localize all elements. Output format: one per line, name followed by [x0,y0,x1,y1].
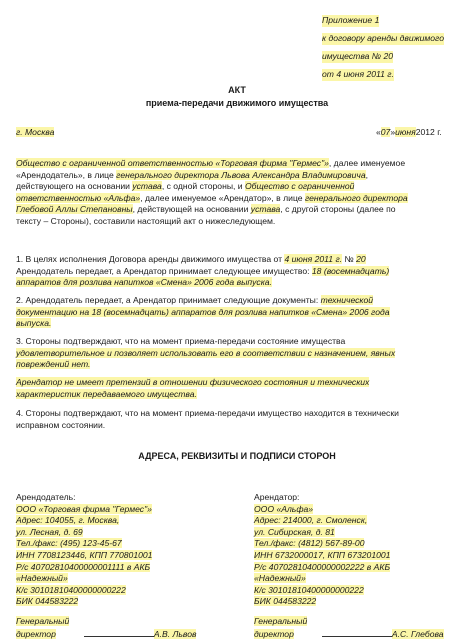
lessee-line: «Надежный» [254,573,306,584]
clause-1: 1. В целях исполнения Договора аренды движимого имущества от 4 июня 2011 г. № 20 Арендодатель передает, а Арендатор принимает следующее имущество: 18 (восемнадцать) аппаратов для розлива напитков «Смена» 2006 года выпуска. [16,254,390,288]
clause-3-note: Арендатор не имеет претензий в отношении физического состояния и технических характеристик передаваемого имущества. [16,377,370,399]
lessor-label: Арендодатель: [16,492,76,502]
lessee-line: ИНН 6732000017, КПП 673201001 [254,549,391,560]
lessor-line: К/с 30101810400000000222 [16,584,126,595]
lessor-line: Р/с 40702810400000001111 в АКБ [16,561,151,572]
clause-3: 3. Стороны подтверждают, что на момент приема-передачи состояние имущества удовлетворительное и позволяет использовать его в соответствии с назначением, явных повреждений нет. [16,336,396,370]
lessee-line: ООО «Альфа» [254,503,314,514]
lessee-line: К/с 30101810400000000222 [254,584,364,595]
appendix-line-3: имущества № 20 [322,51,394,61]
section-title: АДРЕСА, РЕКВИЗИТЫ И ПОДПИСИ СТОРОН [138,451,336,461]
place-date: «07»июня2012 г. [376,127,442,137]
clause-2: 2. Арендодатель передает, а Арендатор принимает следующие документы: технической документацию на 18 (восемнадцать) аппаратов для розлива напитков «Смена» 2006 года выпуска. [16,295,390,329]
document-title [0,84,474,110]
appendix-line-2: к договору аренды движимого [322,33,444,43]
lessor-signer: А.В. Львов [153,628,197,639]
appendix-block [322,10,444,82]
appendix-line-4: от 4 июня 2011 г. [322,69,394,79]
clause-4: 4. Стороны подтверждают, что на момент приема-передачи имущество находится в технически исправном состоянии. [16,408,399,430]
lessee-line: Тел./факс: (4812) 567-89-00 [254,538,365,549]
lessee-signature: Генеральный директор А.С. Глебова [254,616,444,639]
lessee-label: Арендатор: [254,492,300,502]
lessee-line: ул. Сибирская, д. 81 [254,526,335,537]
signature-line [322,628,392,637]
title-line-2: приема-передачи движимого имущества [145,98,329,108]
signature-line [84,628,154,637]
lessor-line: ИНН 7708123446, КПП 770801001 [16,549,153,560]
title-line-1: АКТ [228,85,246,95]
lessor-block [16,492,152,608]
appendix-line-1: Приложение 1 [322,15,380,25]
lessor-line: Тел./факс: (495) 123-45-67 [16,538,122,549]
intro-paragraph: Общество с ограниченной ответственностью «Торговая фирма "Гермес"», далее именуемое «Арендодатель», в лице генерального директора Львова Александра Владимировича, действующего на основании устава, с одной стороны, и Общество с ограниченной ответственностью «Альфа», далее именуемое «Арендатор», в лице генерального директора Глебовой Аллы Степановны, действующей на основании устава, с другой стороны (далее по тексту – Стороны), составили настоящий акт о нижеследующем. [16,158,408,226]
lessee-block [254,492,390,608]
lessor-line: Адрес: 104055, г. Москва, [16,515,120,526]
lessor-line: БИК 044583222 [16,596,79,607]
lessor-signature: Генеральный директор А.В. Львов [16,616,197,639]
place-city: г. Москва [16,127,55,137]
lessee-line: Адрес: 214000, г. Смоленск, [254,515,368,526]
lessee-signer: А.С. Глебова [391,628,444,639]
lessor-line: «Надежный» [16,573,68,584]
lessor-line: ул. Лесная, д. 69 [16,526,83,537]
lessor-line: ООО «Торговая фирма "Гермес"» [16,503,152,514]
lessee-line: БИК 044583222 [254,596,317,607]
lessee-line: Р/с 40702810400000002222 в АКБ [254,561,391,572]
